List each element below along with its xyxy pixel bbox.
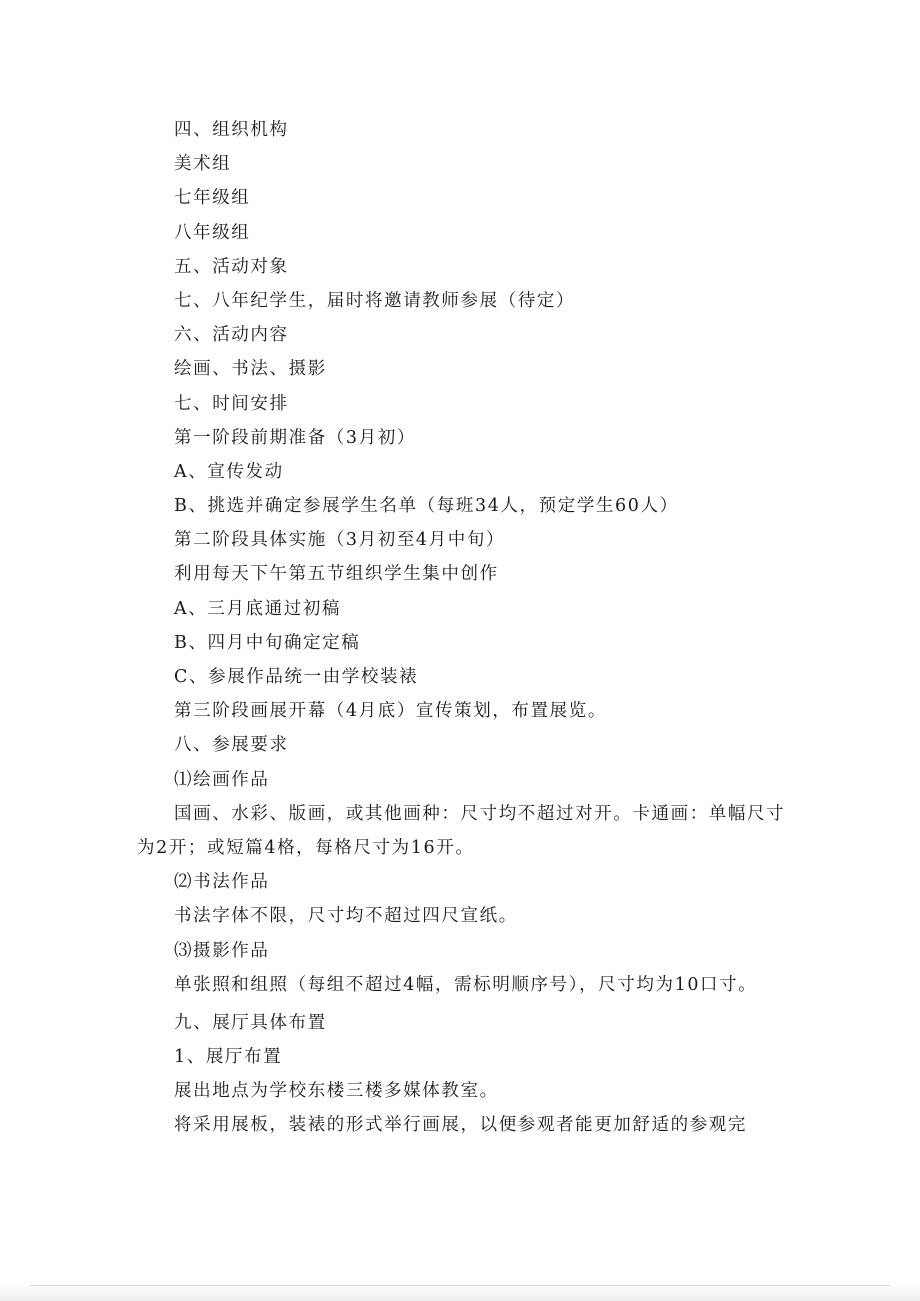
paragraph-line: 七年级组: [174, 188, 251, 209]
paragraph-line: 1、展厅布置: [174, 1047, 283, 1068]
section-heading-schedule: 七、时间安排: [174, 393, 289, 414]
section-heading-layout: 九、展厅具体布置: [174, 1012, 327, 1033]
page-bottom-divider: [30, 1285, 890, 1286]
paragraph-line: B、四月中旬确定定稿: [174, 632, 361, 653]
paragraph-line: A、宣传发动: [174, 461, 284, 482]
subheading-photography: ⑶摄影作品: [174, 940, 270, 961]
paragraph-photography-specs: 单张照和组照（每组不超过4幅，需标明顺序号），尺寸均为10口寸。: [174, 974, 758, 995]
section-heading-requirements: 八、参展要求: [174, 735, 289, 756]
paragraph-line: 第二阶段具体实施（3月初至4月中旬）: [174, 530, 506, 551]
paragraph-line: 利用每天下午第五节组织学生集中创作: [174, 564, 499, 585]
paragraph-line: 第三阶段画展开幕（4月底）宣传策划，布置展览。: [174, 701, 607, 722]
section-heading-organization: 四、组织机构: [174, 120, 289, 140]
paragraph-painting-specs: 国画、水彩、版画，或其他画种：尺寸均不超过对开。卡通画：单幅尺寸为2开；或短篇4格，每格尺寸为16开。: [137, 803, 786, 858]
paragraph-line: A、三月底通过初稿: [174, 598, 342, 619]
paragraph-line: 第一阶段前期准备（3月初）: [174, 427, 416, 448]
paragraph-line: 八年级组: [174, 222, 251, 243]
paragraph-line: C、参展作品统一由学校装裱: [174, 667, 419, 687]
document-body: [137, 113, 787, 1143]
section-heading-content: 六、活动内容: [174, 325, 289, 346]
subheading-calligraphy: ⑵书法作品: [174, 872, 270, 893]
paragraph-line: 七、八年纪学生，届时将邀请教师参展（待定）: [174, 290, 576, 311]
paragraph-line: 绘画、书法、摄影: [174, 359, 327, 380]
subheading-painting: ⑴绘画作品: [174, 769, 270, 790]
paragraph-line: 美术组: [174, 154, 232, 175]
paragraph-line: 书法字体不限，尺寸均不超过四尺宣纸。: [174, 906, 518, 927]
paragraph-line: B、挑选并确定参展学生名单（每班34人，预定学生60人）: [174, 496, 679, 517]
section-heading-audience: 五、活动对象: [174, 256, 289, 277]
paragraph-line: 将采用展板，装裱的形式举行画展，以便参观者能更加舒适的参观完: [174, 1115, 747, 1136]
paragraph-line: 展出地点为学校东楼三楼多媒体教室。: [174, 1081, 499, 1102]
